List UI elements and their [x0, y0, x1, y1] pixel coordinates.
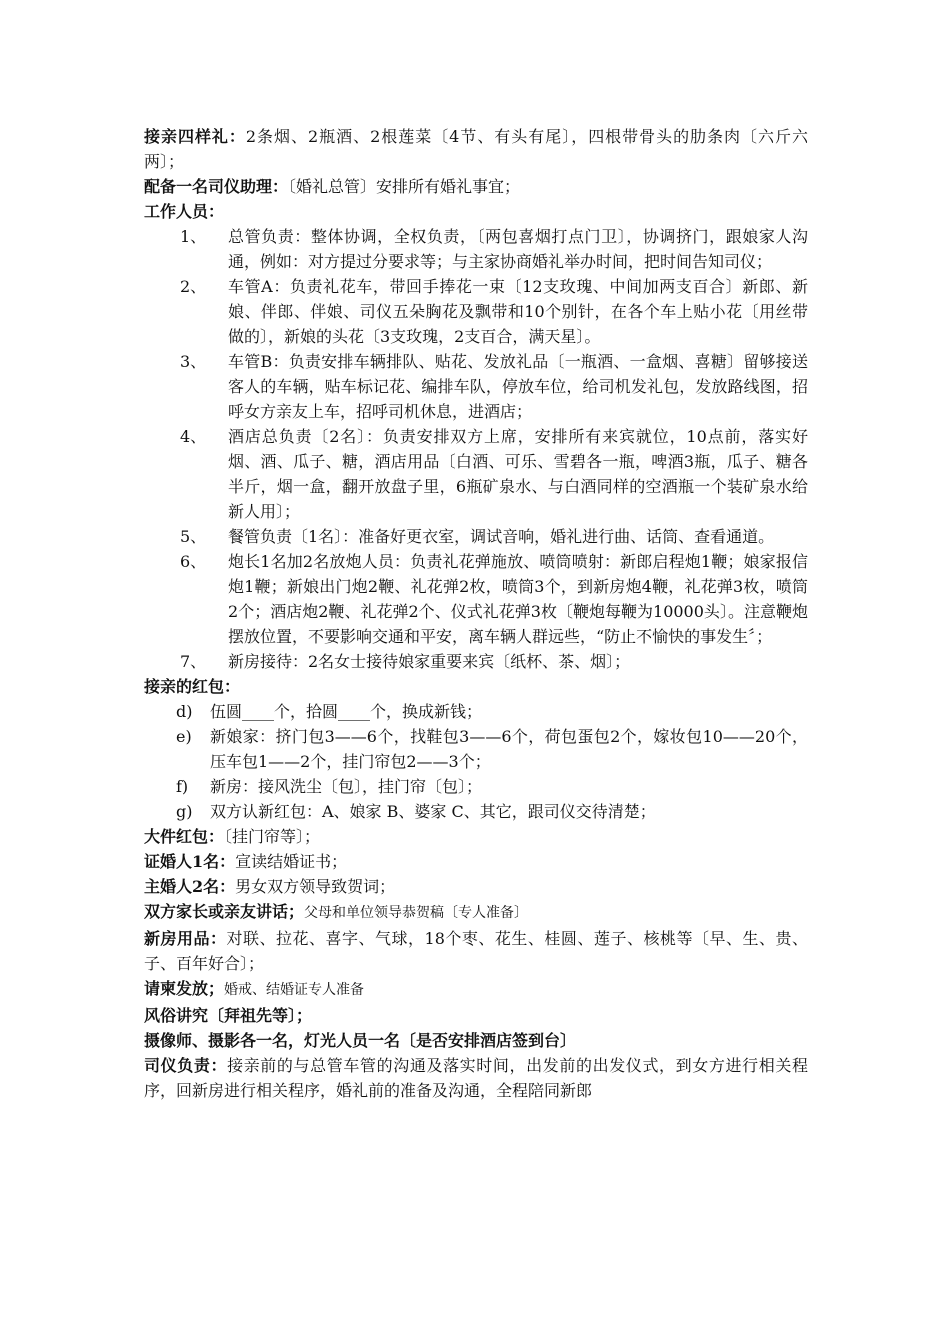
- staff-item-text: 餐管负责〔1名〕：准备好更衣室，调试音响，婚礼进行曲、话筒、查看通道。: [228, 527, 775, 546]
- staff-item-number: 7、: [180, 652, 207, 671]
- hongbao-item-text: 新娘家：挤门包3——6个，找鞋包3——6个，荷包蛋包2个，嫁妆包10——20个，压车包1——2个，挂门帘包2——3个；: [210, 727, 808, 771]
- hongbao-item-text: 新房：接风洗尘〔包〕，挂门帘〔包〕；: [210, 777, 483, 796]
- hongbao-item: [144, 774, 808, 799]
- staff-item-text: 新房接待：2名女士接待娘家重要来宾〔纸杯、茶、烟〕；: [228, 652, 631, 671]
- host-text: 男女双方领导致贺词；: [235, 877, 396, 896]
- staff-item: [144, 524, 808, 549]
- document-page: [144, 124, 808, 1103]
- staff-item-number: 3、: [180, 352, 207, 371]
- staff-item-number: 2、: [180, 277, 207, 296]
- hongbao-heading: 接亲的红包：: [144, 677, 241, 696]
- invitation-line: [144, 976, 808, 1003]
- four-gifts-label: 接亲四样礼：: [144, 127, 246, 146]
- parents-speech-line: [144, 899, 808, 926]
- parents-speech-label: 双方家长或亲友讲话；: [144, 902, 305, 921]
- big-hongbao-text: 〔挂门帘等〕；: [224, 827, 321, 846]
- hongbao-item: [144, 799, 808, 824]
- staff-item: [144, 549, 808, 649]
- mc-duty-label: 司仪负责：: [144, 1056, 228, 1075]
- new-house-supplies-text: 对联、拉花、喜字、气球，18个枣、花生、桂圆、莲子、核桃等〔早、生、贵、子、百年好合〕；: [144, 929, 808, 973]
- staff-item: [144, 274, 808, 349]
- assistant-text: 〔婚礼总管〕安排所有婚礼事宜；: [288, 177, 521, 196]
- new-house-supplies-line: [144, 926, 808, 976]
- four-gifts-text: 2条烟、2瓶酒、2根莲菜〔4节、有头有尾〕，四根带骨头的肋条肉〔六斤六两〕；: [144, 127, 808, 171]
- big-hongbao-line: [144, 824, 808, 849]
- staff-item-number: 5、: [180, 527, 207, 546]
- host-label: 主婚人2名：: [144, 877, 236, 896]
- witness-text: 宣读结婚证书；: [235, 852, 348, 871]
- staff-item: [144, 224, 808, 274]
- customs-line: 风俗讲究〔拜祖先等〕；: [144, 1006, 313, 1025]
- staff-item-text: 车管B：负责安排车辆排队、贴花、发放礼品〔一瓶酒、一盒烟、喜糖〕留够接送客人的车辆，贴车标记花、编排车队，停放车位，给司机发礼包，发放路线图，招呼女方亲友上车，招呼司机休息，进酒店；: [228, 352, 808, 421]
- staff-item-text: 总管负责：整体协调，全权负责，〔两包喜烟打点门卫〕，协调挤门，跟娘家人沟通，例如：对方提过分要求等；与主家协商婚礼举办时间，把时间告知司仪；: [228, 227, 808, 271]
- invitation-text: 婚戒、结婚证专人准备: [224, 982, 365, 998]
- mc-duty-line: [144, 1053, 808, 1103]
- hongbao-item: [144, 699, 808, 724]
- new-house-supplies-label: 新房用品：: [144, 929, 227, 948]
- hongbao-item-letter: g): [176, 802, 193, 821]
- witness-label: 证婚人1名：: [144, 852, 236, 871]
- staff-item: [144, 349, 808, 424]
- four-gifts-line: [144, 124, 808, 174]
- hongbao-item-letter: e): [176, 727, 192, 746]
- staff-heading: 工作人员：: [144, 202, 225, 221]
- staff-item-text: 炮长1名加2名放炮人员：负责礼花弹施放、喷筒喷射：新郎启程炮1鞭；娘家报信炮1鞭；新娘出门炮2鞭、礼花弹2枚，喷筒3个，到新房炮4鞭，礼花弹3枚，喷筒2个；酒店炮2鞭、礼花弹2个、仪式礼花弹3枚〔鞭炮每鞭为10000头〕。注意鞭炮摆放位置，不要影响交通和平安，离车辆人群远些，“防止不愉快的事发生〞；: [228, 552, 808, 646]
- assistant-line: [144, 174, 808, 199]
- staff-item-number: 6、: [180, 552, 207, 571]
- hongbao-item-text: 伍圆____个，拾圆____个，换成新钱；: [210, 702, 483, 721]
- staff-item: [144, 649, 808, 674]
- photographer-line: 摄像师、摄影各一名，灯光人员一名〔是否安排酒店签到台〕: [144, 1031, 577, 1050]
- host-line: [144, 874, 808, 899]
- hongbao-item-text: 双方认新红包：A、娘家 B、婆家 C、其它，跟司仪交待清楚；: [210, 802, 656, 821]
- staff-item-number: 4、: [180, 427, 207, 446]
- parents-speech-text: 父母和单位领导恭贺稿〔专人准备〕: [304, 905, 529, 921]
- staff-item-number: 1、: [180, 227, 207, 246]
- staff-item: [144, 424, 808, 524]
- hongbao-item: [144, 724, 808, 774]
- invitation-label: 请柬发放；: [144, 979, 225, 998]
- big-hongbao-label: 大件红包：: [144, 827, 225, 846]
- witness-line: [144, 849, 808, 874]
- hongbao-item-letter: d): [176, 702, 193, 721]
- staff-item-text: 车管A：负责礼花车，带回手捧花一束〔12支玫瑰、中间加两支百合〕新郎、新娘、伴郎、伴娘、司仪五朵胸花及飘带和10个别针，在各个车上贴小花〔用丝带做的〕，新娘的头花〔3支玫瑰，2支百合，满天星〕。: [228, 277, 808, 346]
- assistant-label: 配备一名司仪助理：: [144, 177, 289, 196]
- hongbao-item-letter: f): [176, 777, 189, 796]
- mc-duty-text: 接亲前的与总管车管的沟通及落实时间，出发前的出发仪式，到女方进行相关程序，回新房进行相关程序，婚礼前的准备及沟通，全程陪同新郎: [144, 1056, 808, 1100]
- staff-item-text: 酒店总负责〔2名〕：负责安排双方上席，安排所有来宾就位，10点前，落实好烟、酒、瓜子、糖，酒店用品〔白酒、可乐、雪碧各一瓶，啤酒3瓶，瓜子、糖各半斤，烟一盒，翻开放盘子里，6瓶矿泉水、与白酒同样的空酒瓶一个装矿泉水给新人用〕；: [228, 427, 808, 521]
